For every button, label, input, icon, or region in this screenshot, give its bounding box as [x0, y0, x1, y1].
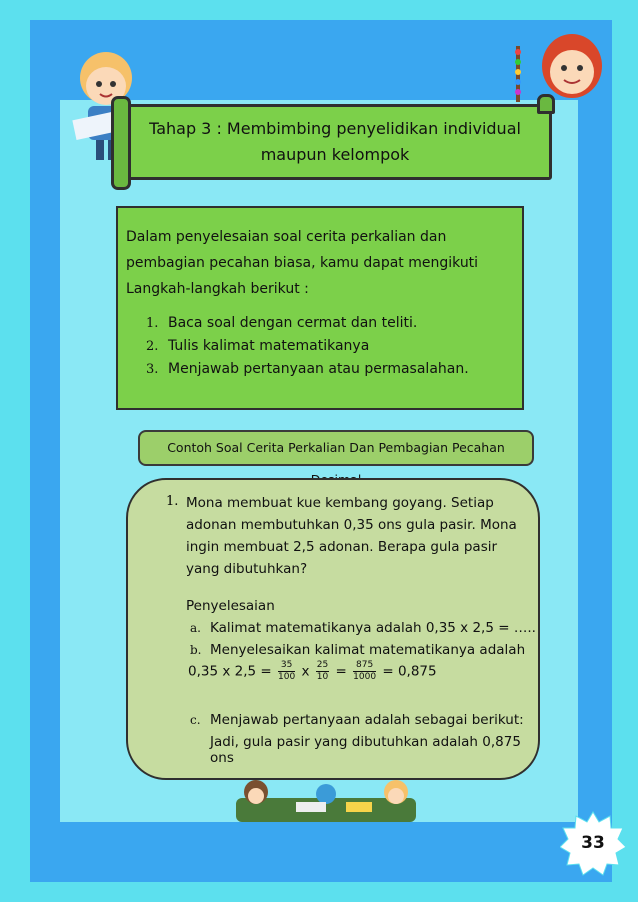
- solution-label: Penyelesaian: [186, 598, 275, 614]
- intro-paragraph: Dalam penyelesaian soal cerita perkalian dan pembagian pecahan biasa, kamu dapat mengikuti Langkah-langkah berikut :: [126, 229, 479, 297]
- step-banner-title: [140, 116, 530, 168]
- step-item: 2. Tulis kalimat matematikanya: [146, 338, 370, 354]
- fraction: $\frac{35}{100}$: [278, 660, 296, 682]
- solution-step-a: a. Kalimat matematikanya adalah 0,35 x 2,5 = …..: [190, 620, 536, 636]
- banner-line-1: Tahap 3 : Membimbing penyelidikan individual: [149, 119, 521, 138]
- fraction: $\frac{875}{1000}$: [353, 660, 377, 682]
- steps-list: [146, 312, 469, 381]
- banner-line-2: maupun kelompok: [260, 145, 410, 164]
- intro-box: [116, 206, 524, 410]
- girl-abacus-illustration: [508, 22, 608, 112]
- fraction: $\frac{25}{10}$: [316, 660, 329, 682]
- example-title: Contoh Soal Cerita Perkalian Dan Pembagian Pecahan: [138, 430, 534, 466]
- solution-step-c: c. Menjawab pertanyaan adalah sebagai berikut:: [190, 712, 524, 728]
- kids-studying-illustration: [226, 776, 426, 826]
- page-number: 33: [581, 833, 605, 853]
- scroll-roll-left: [111, 96, 131, 190]
- step-item: 3. Menjawab pertanyaan atau permasalahan.: [146, 361, 469, 377]
- solution-step-b: b. Menyelesaikan kalimat matematikanya adalah: [190, 642, 526, 658]
- final-answer: Jadi, gula pasir yang dibutuhkan adalah 0,875 ons: [210, 734, 521, 766]
- problem-text: Mona membuat kue kembang goyang. Setiap adonan membutuhkan 0,35 ons gula pasir. Mona ingin membuat 2,5 adonan. Berapa gula pasir yang dibutuhkan?: [186, 495, 517, 577]
- equation: 0,35 x 2,5 = $\frac{35}{100}$ x $\frac{25}{10}$ = $\frac{875}{1000}$ = 0,875: [188, 660, 437, 682]
- problem-number: 1.: [166, 494, 179, 509]
- problem-box: [126, 478, 540, 780]
- scroll-roll-right: [537, 94, 555, 114]
- step-item: 1. Baca soal dengan cermat dan teliti.: [146, 315, 418, 331]
